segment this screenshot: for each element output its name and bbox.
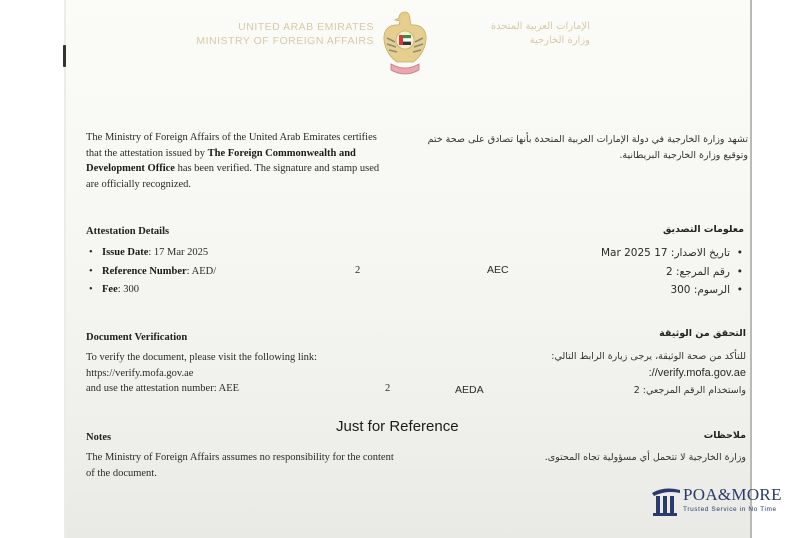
letterhead-ministry: MINISTRY OF FOREIGN AFFAIRS <box>196 35 374 47</box>
verification-link[interactable]: https://verify.mofa.gov.ae <box>86 367 194 379</box>
notes-text: The Ministry of Foreign Affairs assumes no responsibility for the content of the document. <box>86 452 394 479</box>
reference-digit: 2 <box>355 265 361 276</box>
notes-heading: Notes <box>86 432 112 443</box>
verification-instruction-ar: للتأكد من صحة الوثيقة، يرجى زيارة الرابط التالي: <box>551 351 746 362</box>
uae-coat-of-arms-icon <box>375 8 435 78</box>
pillar-icon <box>650 487 682 517</box>
notes-text-ar: وزارة الخارجية لا تتحمل أي مسؤولية تجاه المحتوى. <box>544 452 746 463</box>
attestation-list-ar <box>540 244 746 300</box>
intro-paragraph-ar: تشهد وزارة الخارجية في دولة الإمارات العربية المتحدة بأنها تصادق على صحة ختم وتوقيع وزارة الخارجية البريطانية. <box>427 134 748 161</box>
poa-more-logo <box>650 487 810 527</box>
verification-text <box>86 350 386 397</box>
letterhead-ministry-ar: وزارة الخارجية <box>529 35 590 46</box>
letterhead-country: UNITED ARAB EMIRATES <box>238 21 374 33</box>
issue-date-item: • Issue Date: 17 Mar 2025 <box>86 244 386 263</box>
attestation-list <box>86 244 386 300</box>
attestation-heading: Attestation Details <box>86 226 170 237</box>
verification-digit: 2 <box>385 383 391 394</box>
fee-item: • Fee: 300 <box>86 281 386 300</box>
letterhead-arabic <box>440 20 590 48</box>
notes-heading-ar: ملاحظات <box>703 430 746 441</box>
brand-tagline: Trusted Service in No Time <box>683 506 777 513</box>
verification-heading-ar: التحقق من الوثيقة <box>659 328 746 339</box>
page-edge <box>64 0 66 538</box>
verification-instruction: To verify the document, please visit the following link: <box>86 352 318 363</box>
letterhead-country-ar: الإمارات العربية المتحدة <box>490 21 590 32</box>
brand-name: POA&MORE <box>683 485 782 504</box>
issuing-office: The Foreign Commonwealth and Development Office <box>86 147 356 174</box>
reference-code: AEC <box>487 264 509 276</box>
reference-number-item-ar: • رقم المرجع: 2 <box>540 263 746 282</box>
verification-number-line: and use the attestation number: AEE <box>86 383 240 394</box>
verification-text-ar <box>500 348 746 399</box>
attestation-heading-ar: معلومات التصديق <box>662 224 744 235</box>
letterhead-english <box>174 20 374 48</box>
verification-heading: Document Verification <box>86 332 188 343</box>
intro-paragraph-en: The Ministry of Foreign Affairs of the United Arab Emirates certifies that the attestation issued by The Foreign Commonwealth and Development Office has been verified. The signature and stamp used are officially recognized. <box>86 132 380 190</box>
reference-watermark: Just for Reference <box>336 418 459 435</box>
scan-mark <box>63 45 66 67</box>
fee-item-ar: • الرسوم: 300 <box>540 281 746 300</box>
reference-number-item: • Reference Number: AED/ <box>86 263 386 282</box>
issue-date-item-ar: • تاريخ الاصدار: 17 Mar 2025 <box>540 244 746 263</box>
verification-number-line-ar: واستخدام الرقم المرجعي: 2 <box>633 385 746 396</box>
verification-code: AEDA <box>455 384 484 396</box>
verification-link-ar[interactable]: ://verify.mofa.gov.ae <box>648 367 746 379</box>
